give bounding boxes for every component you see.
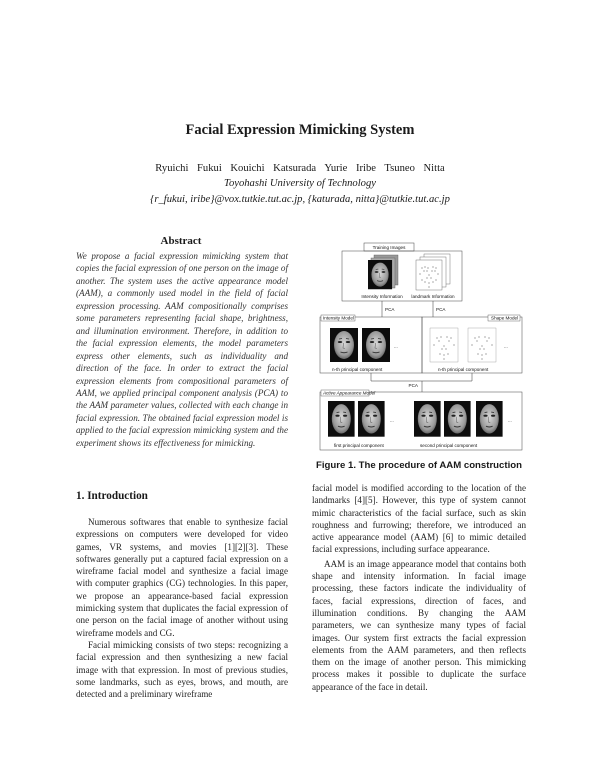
author-list: Ryuichi Fukui Kouichi Katsurada Yurie Iribe Tsuneo Nitta <box>155 163 445 174</box>
intro-paragraph-1: Numerous softwares that enable to synthesize facial expressions on computers were developed for video games, VR systems, and movies [1][2][3]. These softwares generally put a captured facial expression on a wireframe facial model and synthesize a facial image with computer graphics (CG) technologies. In this paper, we propose an appearance-based facial expression mimicking system that duplicates the facial expression of one person on the facial image of another without using wireframe models and CG. <box>76 517 288 638</box>
aam-face-2 <box>358 401 385 437</box>
aam-label: Active Appearance Model <box>323 390 376 396</box>
aam-face-3 <box>414 401 441 437</box>
intensity-information-label: Intensity Information <box>361 294 403 299</box>
intensity-face-2 <box>362 328 390 362</box>
aam-face-1 <box>328 401 355 437</box>
ellipsis-aam-right: ... <box>508 418 512 423</box>
aam-face-4 <box>444 401 471 437</box>
ellipsis-left: ... <box>394 344 398 349</box>
affiliation: Toyohashi University of Technology <box>224 178 376 189</box>
nth-component-right-label: n-th principal component <box>438 367 489 372</box>
second-component-label: second principal component <box>420 443 478 448</box>
intensity-model-label: Intensity Model <box>323 315 354 321</box>
paper-title: Facial Expression Mimicking System <box>185 122 415 138</box>
shape-model-label: Shape Model <box>491 315 519 321</box>
first-component-label: first principal component <box>334 443 384 448</box>
introduction-left-column <box>76 516 288 700</box>
intro-paragraph-4: AAM is an image appearance model that contains both shape and intensity information. In facial image processing, these factors indicate the individuality of faces, facial expressions, direction of faces, and illumination conditions. By changing the AAM parameters, we can synthesize many types of facial images. Our system first extracts the facial expression elements from the AAM parameters, and then reflects them on the image of another person. This mimicking process makes it possible to duplicate the surface appearance of the face in detail. <box>312 558 526 692</box>
nth-component-left-label: n-th principal component <box>332 367 383 372</box>
aam-face-5 <box>476 401 503 437</box>
abstract-text: We propose a facial expression mimicking system that copies the facial expression of one person on the image of another. The system uses the active appearance model (AAM), a commonly used model in the field of facial expression processing. AAM compositionally comprises some parameters representing facial shape, brightness, and illumination environment. Therefore, in addition to the facial expression elements, the model parameters express other elements, such as individuality and direction of the face. In order to extract the facial expression elements from compositional parameters of AAM, we applied principal component analysis (PCA) to the AAM parameter values, collected with each change in facial expression. The obtained facial expression model is applied to the facial expression mimicking system and the experiment shows its effectiveness for mimicking. <box>76 251 288 448</box>
landmark-information-label: landmark Information <box>411 294 455 299</box>
pca-label-bottom: PCA <box>408 383 418 388</box>
figure-aam-construction <box>316 240 526 454</box>
introduction-right-column <box>312 482 526 693</box>
introduction-heading: 1. Introduction <box>76 490 148 502</box>
pca-label-left: PCA <box>385 307 395 312</box>
author-emails: {r_fukui, iribe}@vox.tutkie.tut.ac.jp, {katurada, nitta}@tutkie.tut.ac.jp <box>150 194 450 205</box>
ellipsis-aam-left: ... <box>390 418 394 423</box>
figure-caption: Figure 1. The procedure of AAM construction <box>316 460 522 471</box>
pca-label-right: PCA <box>436 307 446 312</box>
intensity-face-1 <box>330 328 358 362</box>
training-images-label: Training Images <box>372 244 406 250</box>
ellipsis-right: ... <box>504 344 508 349</box>
intro-paragraph-3: facial model is modified according to the location of the landmarks [4][5]. However, this type of system cannot mimic characteristics of the facial surface, such as skin roughness and furrowing; therefore, we introduced an active appearance model (AAM) [6] to mimic detailed facial expressions, including surface appearance. <box>312 483 526 555</box>
abstract-heading: Abstract <box>160 235 202 247</box>
intro-paragraph-2: Facial mimicking consists of two steps: recognizing a facial expression and then synthesizing a new facial image with that expression. In most of previous studies, some landmarks, such as eyes, brows, and mouth, are detected and a preliminary wireframe <box>76 639 288 700</box>
training-face-image <box>368 260 392 289</box>
